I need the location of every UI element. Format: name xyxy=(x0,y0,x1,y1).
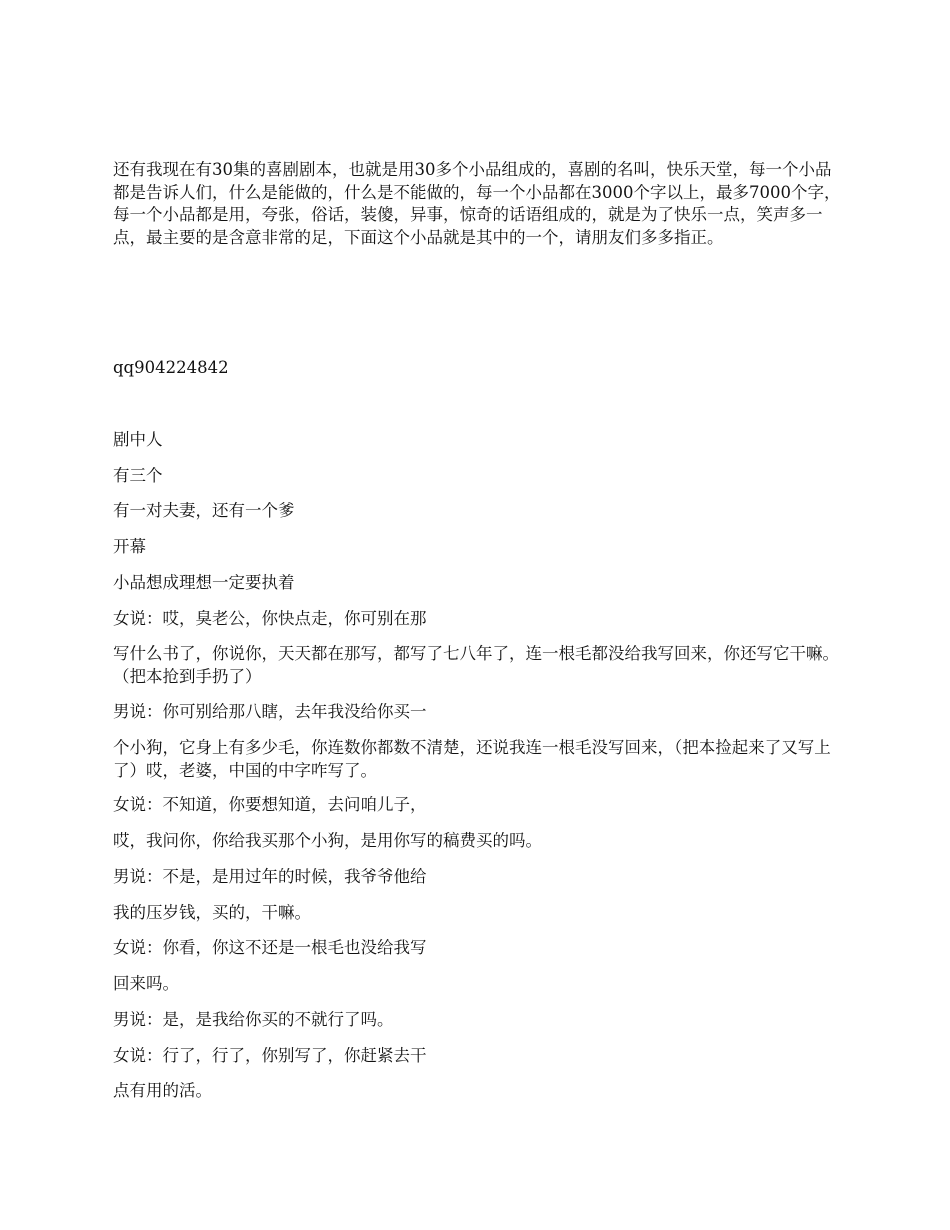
dialogue-line: 女说：行了，行了，你别写了，你赶紧去干 xyxy=(113,1046,427,1065)
intro-paragraph: 还有我现在有30集的喜剧剧本，也就是用30多个小品组成的，喜剧的名叫，快乐天堂，每一个小品都是告诉人们，什么是能做的，什么是不能做的，每一个小品都在3000个字以上，最多7000个字，每一个小品都是用，夸张，俗话，装傻，异事，惊奇的话语组成的，就是为了快乐一点，笑声多一点，最主要的是含意非常的足，下面这个小品就是其中的一个，请朋友们多多指正。 xyxy=(113,160,841,247)
document-page xyxy=(113,0,841,1230)
dialogue-line: 写什么书了，你说你，天天都在那写，都写了七八年了，连一根毛都没给我写回来，你还写它干嘛。（把本抢到手扔了） xyxy=(113,644,839,686)
dialogue-line: 我的压岁钱，买的，干嘛。 xyxy=(113,903,311,922)
script-line-title: 小品想成理想一定要执着 xyxy=(113,573,295,592)
dialogue-line: 点有用的活。 xyxy=(113,1081,212,1100)
script-line-curtain: 开幕 xyxy=(113,537,146,556)
dialogue-line: 男说：是，是我给你买的不就行了吗。 xyxy=(113,1010,394,1029)
dialogue-line: 哎，我问你，你给我买那个小狗，是用你写的稿费买的吗。 xyxy=(113,831,542,850)
dialogue-line: 个小狗，它身上有多少毛，你连数你都数不清楚，还说我连一根毛没写回来，（把本捡起来了又写上了）哎，老婆，中国的中字咋写了。 xyxy=(113,738,831,780)
dialogue-line: 男说：你可别给那八瞎，去年我没给你买一 xyxy=(113,702,427,721)
dialogue-line: 女说：哎，臭老公，你快点走，你可别在那 xyxy=(113,609,427,628)
script-line-cast-heading: 剧中人 xyxy=(113,430,163,449)
contact-qq: qq904224842 xyxy=(113,358,229,377)
script-line-cast-members: 有一对夫妻，还有一个爹 xyxy=(113,501,295,520)
dialogue-line: 女说：你看，你这不还是一根毛也没给我写 xyxy=(113,938,427,957)
dialogue-line: 女说：不知道，你要想知道，去问咱儿子， xyxy=(113,795,427,814)
dialogue-line: 男说：不是，是用过年的时候，我爷爷他给 xyxy=(113,867,427,886)
dialogue-line: 回来吗。 xyxy=(113,974,179,993)
script-line-cast-count: 有三个 xyxy=(113,466,163,485)
